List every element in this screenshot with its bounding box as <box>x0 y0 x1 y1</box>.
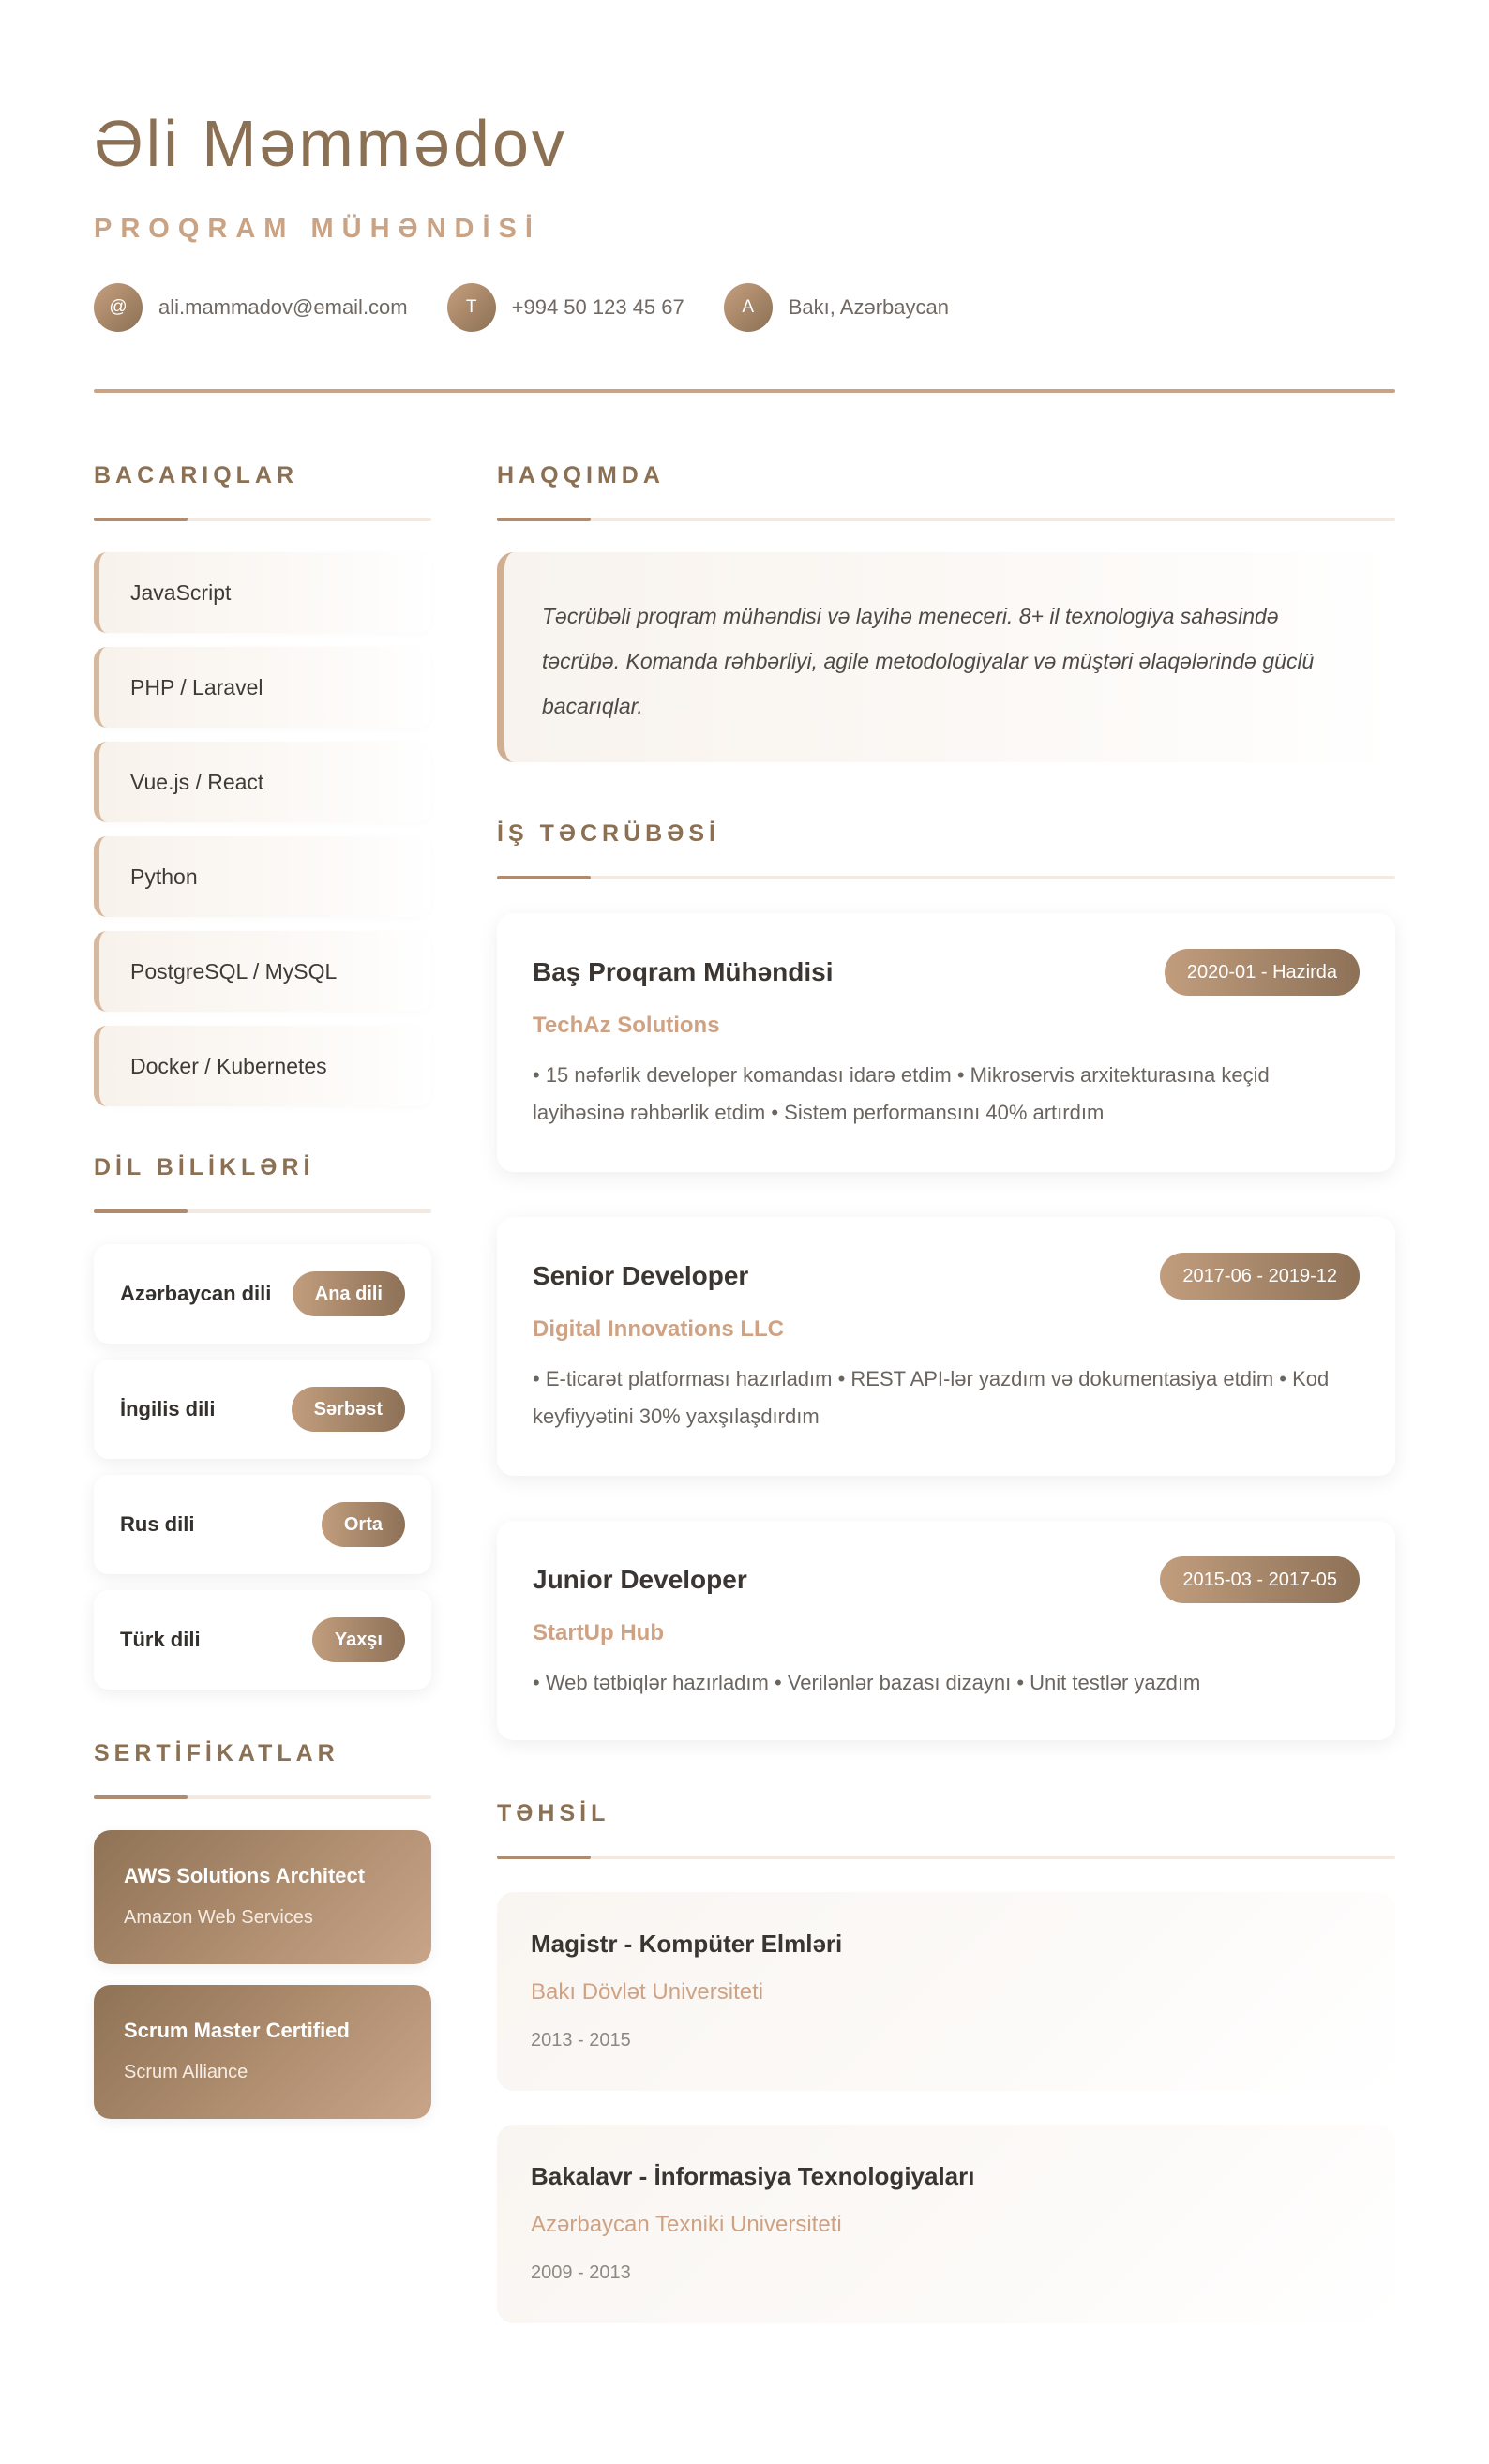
skill-item: JavaScript <box>94 552 431 633</box>
section-divider <box>94 518 431 521</box>
education-card <box>497 1892 1395 2091</box>
job-description: • Web tətbiqlər hazırladım • Verilənlər bazası dizaynı • Unit testlər yazdım <box>533 1671 1201 1694</box>
education-heading: TƏHSİL <box>497 1800 610 1826</box>
contact-location-text: Bakı, Azərbaycan <box>788 295 949 319</box>
education-degree: Bakalavr - İnformasiya Texnologiyaları <box>531 2162 975 2190</box>
person-name: Əli Məmmədov <box>94 107 567 180</box>
job-company: Digital Innovations LLC <box>533 1316 784 1342</box>
language-name: İngilis dili <box>120 1397 216 1420</box>
language-item <box>94 1590 431 1690</box>
skills-list <box>94 552 431 1106</box>
location-icon: A <box>724 283 773 332</box>
certificate-card <box>94 1985 431 2119</box>
language-level-badge: Ana dili <box>293 1271 405 1316</box>
email-icon: @ <box>94 283 143 332</box>
job-date-badge: 2020-01 - Hazirda <box>1165 949 1360 996</box>
skill-item: Python <box>94 836 431 917</box>
language-level-badge: Yaxşı <box>312 1617 405 1662</box>
language-name: Türk dili <box>120 1628 201 1651</box>
skills-section <box>94 464 431 1106</box>
education-list <box>497 1892 1395 2323</box>
section-divider <box>497 518 1395 521</box>
certificate-card <box>94 1830 431 1964</box>
job-header <box>533 1253 1360 1300</box>
skill-item: PostgreSQL / MySQL <box>94 931 431 1012</box>
skills-heading: BACARIQLAR <box>94 462 299 488</box>
education-section <box>497 1802 1395 2323</box>
left-column <box>94 464 431 2357</box>
section-divider <box>497 876 1395 879</box>
skill-item: Docker / Kubernetes <box>94 1026 431 1106</box>
header-divider <box>94 389 1395 393</box>
contact-email-text: ali.mammadov@email.com <box>158 295 408 319</box>
job-title-heading: PROQRAM MÜHƏNDİSİ <box>94 214 541 244</box>
certificate-name: Scrum Master Certified <box>124 2019 350 2042</box>
job-card <box>497 1521 1395 1740</box>
resume-header <box>94 107 1395 393</box>
education-school: Azərbaycan Texniki Universiteti <box>531 2212 842 2237</box>
certificate-name: AWS Solutions Architect <box>124 1864 366 1887</box>
job-title: Baş Proqram Mühəndisi <box>533 957 834 986</box>
language-item <box>94 1244 431 1344</box>
contact-location <box>724 283 949 332</box>
language-level-badge: Orta <box>322 1502 405 1547</box>
education-years: 2009 - 2013 <box>531 2262 631 2283</box>
job-title: Junior Developer <box>533 1565 747 1594</box>
language-item <box>94 1475 431 1574</box>
experience-section <box>497 822 1395 1740</box>
section-divider <box>497 1856 1395 1859</box>
experience-heading: İŞ TƏCRÜBƏSİ <box>497 820 720 847</box>
contact-email[interactable] <box>94 283 408 332</box>
right-column <box>497 464 1395 2357</box>
job-description: • E-ticarət platforması hazırladım • REST API-lər yazdım və dokumentasiya etdim • Kod keyfiyyətini 30% yaxşılaşdırdım <box>533 1367 1330 1428</box>
language-level-badge: Sərbəst <box>292 1387 405 1432</box>
languages-heading: DİL BİLİKLƏRİ <box>94 1154 315 1180</box>
section-divider <box>94 1795 431 1799</box>
job-title: Senior Developer <box>533 1261 749 1290</box>
education-card <box>497 2125 1395 2323</box>
job-card <box>497 913 1395 1172</box>
certificates-heading: SERTİFİKATLAR <box>94 1740 339 1766</box>
education-school: Bakı Dövlət Universiteti <box>531 1979 764 2005</box>
certificates-list <box>94 1830 431 2119</box>
certificate-issuer: Amazon Web Services <box>124 1907 313 1928</box>
job-date-badge: 2015-03 - 2017-05 <box>1160 1556 1360 1603</box>
resume-body <box>94 464 1395 2357</box>
education-years: 2013 - 2015 <box>531 2030 631 2051</box>
job-header <box>533 1556 1360 1603</box>
language-item <box>94 1360 431 1459</box>
about-text: Təcrübəli proqram mühəndisi və layihə meneceri. 8+ il texnologiya sahəsində təcrübə. Komanda rəhbərliyi, agile metodologiyalar və müştəri əlaqələrində güclü bacarıqlar. <box>497 552 1395 762</box>
languages-list <box>94 1244 431 1690</box>
skill-item: PHP / Laravel <box>94 647 431 728</box>
about-heading: HAQQIMDA <box>497 462 665 488</box>
job-date-badge: 2017-06 - 2019-12 <box>1160 1253 1360 1300</box>
section-divider <box>94 1209 431 1213</box>
job-header <box>533 949 1360 996</box>
languages-section <box>94 1156 431 1690</box>
contact-list <box>94 282 1395 333</box>
job-description: • 15 nəfərlik developer komandası idarə etdim • Mikroservis arxitekturasına keçid layihəsinə rəhbərlik etdim • Sistem performansını 40% artırdım <box>533 1063 1270 1124</box>
language-name: Azərbaycan dili <box>120 1282 272 1305</box>
about-section <box>497 464 1395 762</box>
job-card <box>497 1217 1395 1476</box>
education-degree: Magistr - Kompüter Elmləri <box>531 1930 843 1958</box>
certificate-issuer: Scrum Alliance <box>124 2062 248 2082</box>
language-name: Rus dili <box>120 1512 195 1536</box>
experience-list <box>497 913 1395 1740</box>
contact-phone[interactable] <box>447 283 684 332</box>
job-company: StartUp Hub <box>533 1620 664 1645</box>
skill-item: Vue.js / React <box>94 742 431 822</box>
certificates-section <box>94 1742 431 2119</box>
job-company: TechAz Solutions <box>533 1013 720 1038</box>
contact-phone-text: +994 50 123 45 67 <box>511 295 684 319</box>
phone-icon: T <box>447 283 496 332</box>
